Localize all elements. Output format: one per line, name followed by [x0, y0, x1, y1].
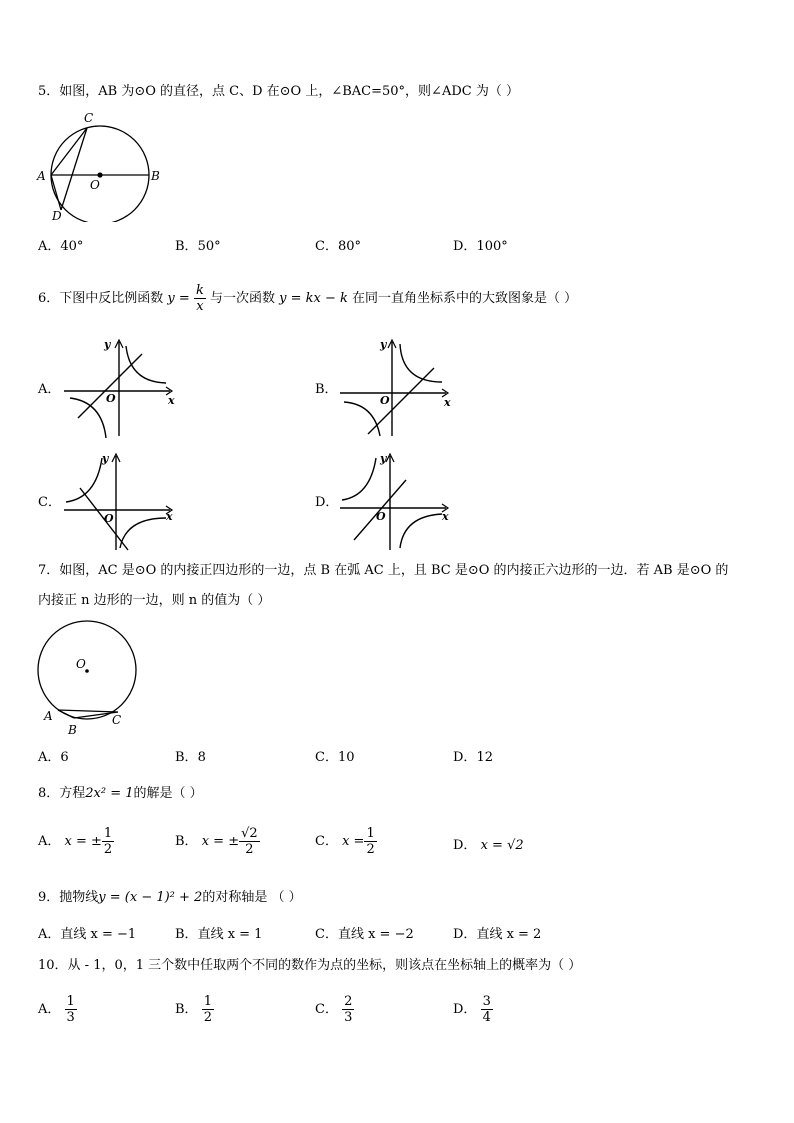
q6-b-x-label: x: [444, 396, 451, 409]
q7-option-d[interactable]: D．12: [453, 750, 493, 765]
q6-d-y-label: y: [380, 452, 387, 465]
q9-option-c[interactable]: C．直线 x = −2: [315, 927, 414, 942]
q10-option-a[interactable]: A． $\frac{1}{3}$: [38, 994, 75, 1025]
q9-option-a[interactable]: A．直线 x = −1: [38, 927, 137, 942]
question-8-stem: 8．方程2x² = 1的解是（ ）: [38, 786, 203, 801]
q6-option-d-label[interactable]: D．: [315, 495, 339, 510]
q6-graph-b[interactable]: [338, 336, 456, 440]
q5-option-a[interactable]: A．40°: [38, 239, 84, 254]
q7-label-o: O: [76, 657, 86, 671]
q10-option-b[interactable]: B． $\frac{1}{2}$: [175, 994, 212, 1025]
q8-option-d[interactable]: D． x = √2: [453, 838, 524, 853]
q5-option-c[interactable]: C．80°: [315, 239, 361, 254]
question-7-stem-line2: 内接正 n 边形的一边，则 n 的值为（ ）: [38, 593, 271, 608]
question-9-stem: 9．抛物线y = (x − 1)² + 2的对称轴是 （ ）: [38, 890, 302, 905]
q9-option-b[interactable]: B．直线 x = 1: [175, 927, 263, 942]
q6-b-origin-label: O: [380, 394, 390, 407]
q10-option-d[interactable]: D． $\frac{3}{4}$: [453, 994, 491, 1025]
q5-label-a: A: [37, 169, 46, 183]
q6-a-origin-label: O: [106, 392, 116, 405]
q6-c-y-label: y: [102, 452, 109, 465]
q7-option-b[interactable]: B．8: [175, 750, 206, 765]
q5-label-d: D: [52, 209, 62, 222]
q10-option-c[interactable]: C． $\frac{2}{3}$: [315, 994, 353, 1025]
q6-graph-c[interactable]: [62, 450, 180, 554]
q6-b-y-label: y: [380, 338, 387, 351]
q5-circle-figure: [34, 110, 164, 222]
q6-c-x-label: x: [166, 510, 173, 523]
q6-c-origin-label: O: [104, 512, 114, 525]
q8-option-a[interactable]: A． x = ± $\frac{1}{2}$: [38, 826, 113, 857]
question-7-stem-line1: 7．如图，AC 是⊙O 的内接正四边形的一边，点 B 在弧 AC 上，且 BC 是⊙O 的内接正六边形的一边．若 AB 是⊙O 的: [38, 563, 729, 578]
q7-label-a: A: [44, 709, 53, 723]
q6-option-c-label[interactable]: C．: [38, 495, 61, 510]
q6-option-b-label[interactable]: B．: [315, 382, 338, 397]
q6-a-x-label: x: [168, 394, 175, 407]
q7-option-c[interactable]: C．10: [315, 750, 355, 765]
q5-option-b[interactable]: B．50°: [175, 239, 221, 254]
q9-option-d[interactable]: D．直线 x = 2: [453, 927, 542, 942]
q6-d-x-label: x: [442, 510, 449, 523]
question-6-stem: 6．下图中反比例函数 y = $\frac{k}{x}$ 与一次函数 y = kx − k 在同一直角坐标系中的大致图象是（ ）: [38, 283, 578, 314]
question-5-stem: 5．如图，AB 为⊙O 的直径，点 C、D 在⊙O 上，∠BAC=50°，则∠ADC 为（ ）: [38, 84, 519, 99]
q5-label-o: O: [90, 178, 100, 192]
question-10-stem: 10．从 - 1，0，1 三个数中任取两个不同的数作为点的坐标，则该点在坐标轴上的概率为（ ）: [38, 958, 582, 973]
q6-option-a-label[interactable]: A．: [38, 382, 61, 397]
q6-graph-d[interactable]: [338, 450, 456, 554]
q5-label-b: B: [151, 169, 160, 183]
q8-option-b[interactable]: B． x = ± $\frac{√2}{2}$: [175, 826, 258, 857]
q7-label-b: B: [68, 723, 77, 737]
q7-label-c: C: [112, 713, 122, 727]
q6-graph-a[interactable]: [62, 336, 180, 440]
q7-circle-figure: [34, 618, 144, 738]
q5-option-d[interactable]: D．100°: [453, 239, 508, 254]
q8-option-c[interactable]: C． x = $\frac{1}{2}$: [315, 826, 375, 857]
q5-label-c: C: [84, 111, 94, 125]
q6-d-origin-label: O: [376, 510, 386, 523]
q6-a-y-label: y: [104, 338, 111, 351]
q7-option-a[interactable]: A．6: [38, 750, 69, 765]
